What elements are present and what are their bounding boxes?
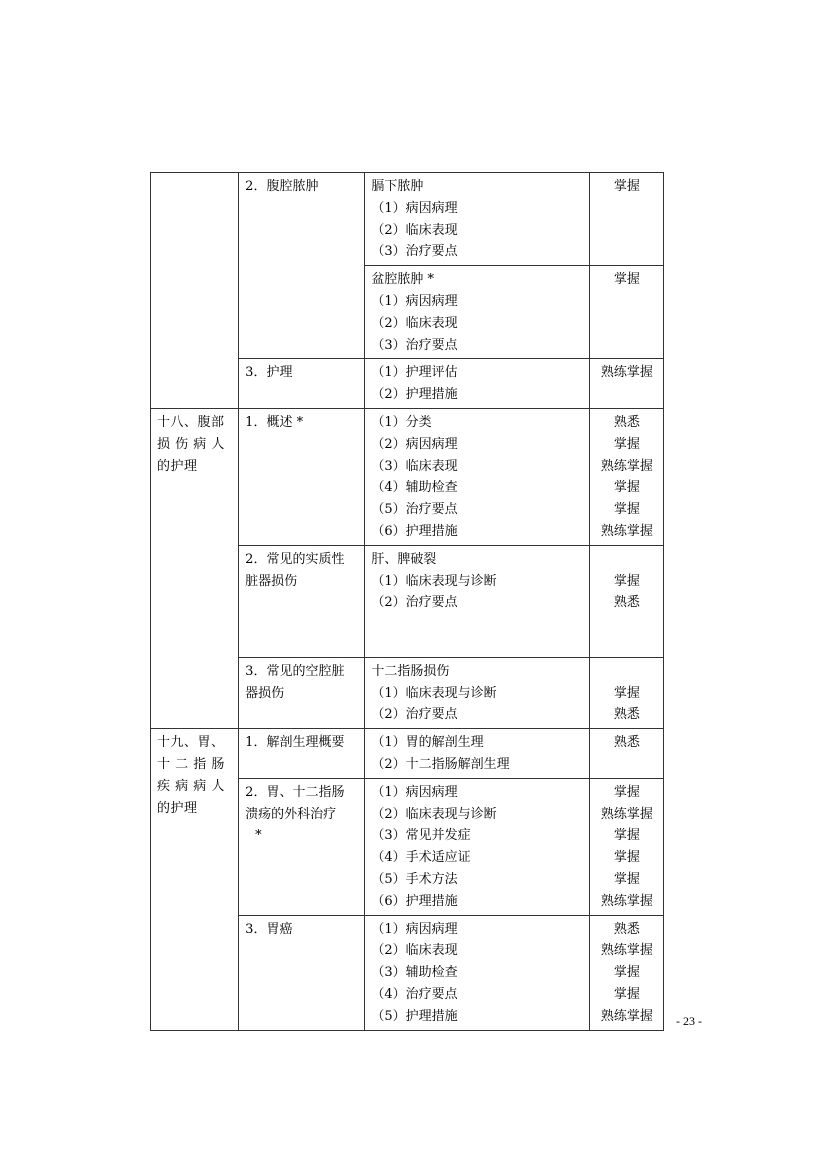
content-cell: （1）病因病理 （2）临床表现与诊断 （3）常见并发症 （4）手术适应证 （5）手术方法 （6）护理措施 [365, 778, 589, 915]
item-cell: 3．胃癌 [239, 915, 365, 1030]
content-cell: 盆腔脓肿 * （1）病因病理 （2）临床表现 （3）治疗要点 [365, 266, 589, 359]
content-cell: （1）护理评估 （2）护理措施 [365, 359, 589, 409]
item-cell: 2．常见的实质性 脏器损伤 [239, 545, 365, 657]
topic-cell: 十八、腹部 损 伤 病 人 的护理 [151, 408, 239, 728]
item-cell: 3．常见的空腔脏 器损伤 [239, 657, 365, 728]
topic-cell [151, 173, 239, 409]
table-row [151, 729, 664, 779]
page-number: - 23 - [676, 1014, 702, 1028]
topic-cell: 十九、胃、 十 二 指 肠 疾 病 病 人 的护理 [151, 729, 239, 1030]
syllabus-table [150, 172, 664, 1031]
content-cell: 膈下脓肿 （1）病因病理 （2）临床表现 （3）治疗要点 [365, 173, 589, 266]
requirement-cell: 熟练掌握 [589, 359, 663, 409]
requirement-cell: 掌握 [589, 173, 663, 266]
table-row [151, 408, 664, 545]
requirement-cell: 掌握 熟悉 [589, 657, 663, 728]
item-cell: 1．解剖生理概要 [239, 729, 365, 779]
item-cell: 2．腹腔脓肿 [239, 173, 365, 359]
content-cell: （1）胃的解剖生理 （2）十二指肠解剖生理 [365, 729, 589, 779]
table-row [151, 173, 664, 266]
requirement-cell: 熟悉 [589, 729, 663, 779]
requirement-cell: 掌握 [589, 266, 663, 359]
content-cell: 肝、脾破裂 （1）临床表现与诊断 （2）治疗要点 [365, 545, 589, 657]
requirement-cell: 熟悉 熟练掌握 掌握 掌握 熟练掌握 [589, 915, 663, 1030]
item-cell: 1．概述 * [239, 408, 365, 545]
item-cell: 2．胃、十二指肠 溃疡的外科治疗 * [239, 778, 365, 915]
content-cell: （1）病因病理 （2）临床表现 （3）辅助检查 （4）治疗要点 （5）护理措施 [365, 915, 589, 1030]
requirement-cell: 熟悉 掌握 熟练掌握 掌握 掌握 熟练掌握 [589, 408, 663, 545]
requirement-cell: 掌握 熟悉 [589, 545, 663, 657]
content-cell: 十二指肠损伤 （1）临床表现与诊断 （2）治疗要点 [365, 657, 589, 728]
content-cell: （1）分类 （2）病因病理 （3）临床表现 （4）辅助检查 （5）治疗要点 （6）护理措施 [365, 408, 589, 545]
requirement-cell: 掌握 熟练掌握 掌握 掌握 掌握 熟练掌握 [589, 778, 663, 915]
item-cell: 3．护理 [239, 359, 365, 409]
